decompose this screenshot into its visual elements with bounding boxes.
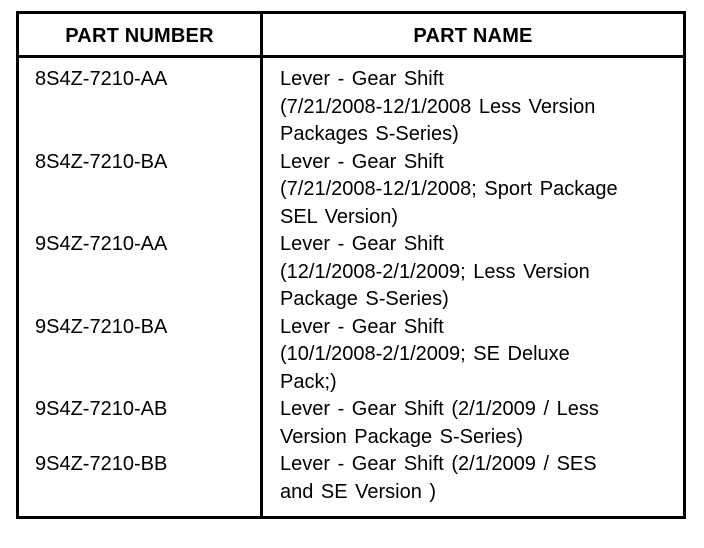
table-body (19, 66, 683, 506)
part-number-cell: 9S4Z-7210-AA (35, 233, 168, 255)
parts-table (16, 11, 686, 519)
header-part-number: PART NUMBER (65, 25, 214, 47)
table-row (19, 396, 683, 451)
part-name-cell (263, 149, 683, 232)
part-name-cell (263, 66, 683, 149)
part-name-line: Pack;) (280, 370, 337, 393)
table-header-row (19, 14, 683, 58)
part-name-line: SEL Version) (280, 205, 398, 228)
part-name-line: and SE Version ) (280, 480, 437, 503)
header-part-name: PART NAME (413, 25, 533, 47)
part-name-line: Lever - Gear Shift (2/1/2009 / Less (280, 398, 599, 420)
part-number-cell: 8S4Z-7210-BA (35, 150, 168, 173)
table-row (19, 66, 683, 149)
part-name-line: (10/1/2008-2/1/2009; SE Deluxe (280, 343, 570, 365)
table-row (19, 314, 683, 397)
part-number-cell: 9S4Z-7210-AB (35, 398, 168, 420)
part-name-cell (263, 451, 683, 506)
part-name-line: (7/21/2008-12/1/2008; Sport Package (280, 178, 618, 200)
part-name-line: Packages S-Series) (280, 123, 459, 145)
part-name-cell (263, 396, 683, 451)
table-row (19, 231, 683, 314)
part-number-cell: 8S4Z-7210-AA (35, 68, 168, 90)
part-number-cell: 9S4Z-7210-BB (35, 453, 168, 475)
part-name-line: (12/1/2008-2/1/2009; Less Version (280, 260, 590, 283)
part-name-cell (263, 231, 683, 314)
part-name-line: Package S-Series) (280, 288, 449, 310)
part-name-line: (7/21/2008-12/1/2008 Less Version (280, 95, 596, 118)
part-name-line: Lever - Gear Shift (280, 315, 444, 338)
part-name-line: Lever - Gear Shift (280, 150, 444, 173)
table-row (19, 149, 683, 232)
part-name-line: Lever - Gear Shift (2/1/2009 / SES (280, 453, 597, 475)
part-name-line: Lever - Gear Shift (280, 233, 444, 255)
table-row (19, 451, 683, 506)
part-name-line: Lever - Gear Shift (280, 68, 444, 90)
part-name-line: Version Package S-Series) (280, 425, 524, 448)
part-number-cell: 9S4Z-7210-BA (35, 315, 168, 338)
part-name-cell (263, 314, 683, 397)
